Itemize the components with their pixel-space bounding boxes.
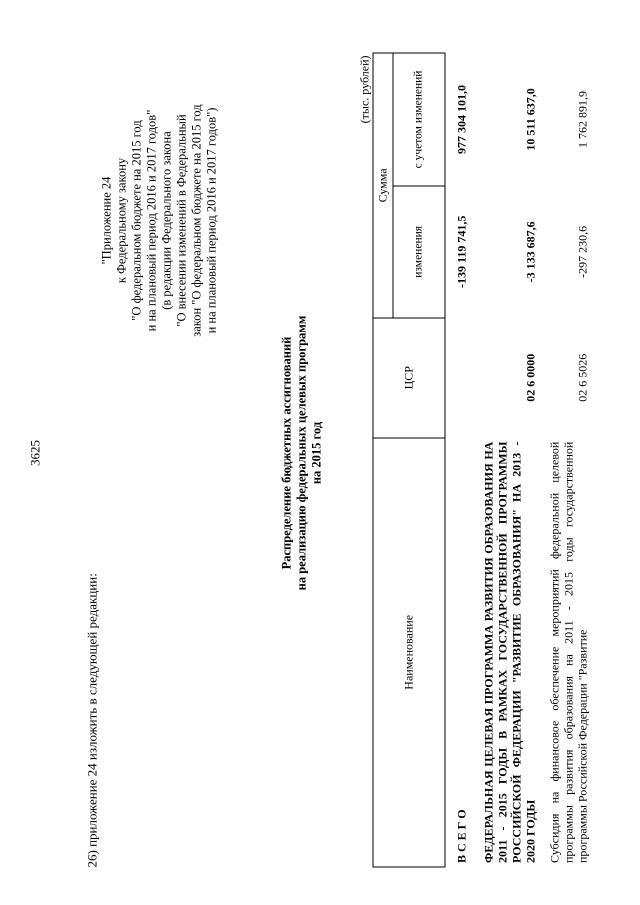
appendix-line: "О федеральном бюджете на 2015 год	[129, 119, 143, 321]
title-line: на 2015 год	[309, 421, 323, 484]
budget-table	[372, 52, 591, 867]
row-name: Субсидия на финансовое обеспечение мероприятий федеральной целевой программы развития образования на 2011 - 2015 годы государственной программы Российской Федерации "Развитие	[546, 441, 589, 863]
page-number: 3625	[27, 439, 42, 466]
row-total: 10 511 637,0	[522, 87, 537, 151]
appendix-line: и на плановый период 2016 и 2017 годов")	[204, 107, 218, 333]
row-change: -3 133 687,6	[522, 220, 537, 282]
row-change: -139 119 741,5	[454, 215, 468, 288]
header-with-change: с учетом изменений	[393, 53, 445, 186]
unit-note: (тыс. рублей)	[357, 55, 371, 123]
appendix-line: и на плановый период 2016 и 2017 годов"	[144, 109, 158, 331]
table-row-program	[479, 53, 539, 867]
appendix-line: закон "О федеральном бюджете на 2015 год	[189, 103, 203, 337]
row-name: ФЕДЕРАЛЬНАЯ ЦЕЛЕВАЯ ПРОГРАММА РАЗВИТИЯ ОБРАЗОВАНИЯ НА 2011 - 2015 ГОДЫ В РАМКАХ ГОСУДАРСТВЕННОЙ ПРОГРАММЫ РОССИЙСКОЙ ФЕДЕРАЦИИ "РАЗВИТИЕ ОБРАЗОВАНИЯ" НА 2013 - 2020 ГОДЫ	[480, 441, 537, 863]
appendix-line: (в редакции Федерального закона	[159, 130, 173, 310]
amendment-intro: 26) приложение 24 изложить в следующей редакции:	[84, 572, 99, 867]
title-line: на реализацию федеральных целевых программ	[294, 315, 308, 590]
row-total: 1 762 891,9	[574, 90, 589, 148]
title-line: Распределение бюджетных ассигнований	[279, 336, 293, 569]
appendix-header	[99, 55, 219, 385]
row-change: -297 230,6	[574, 225, 589, 278]
header-sum: Сумма	[373, 53, 393, 318]
table-row-subsidy	[539, 53, 591, 867]
table-row-total	[445, 53, 479, 867]
row-csr	[445, 317, 479, 437]
appendix-line: "О внесении изменений в Федеральный	[174, 113, 188, 327]
header-change: изменения	[393, 185, 445, 317]
row-name: В С Е Г О	[454, 808, 468, 863]
row-csr: 02 6 5026	[574, 353, 589, 402]
row-total: 977 304 101,0	[454, 84, 468, 154]
header-csr: ЦСР	[373, 317, 445, 437]
appendix-line: "Приложение 24	[99, 176, 113, 264]
appendix-line: к Федеральному закону	[114, 157, 128, 283]
header-name: Наименование	[373, 437, 445, 866]
document-title	[279, 0, 324, 905]
row-csr: 02 6 0000	[522, 353, 537, 402]
